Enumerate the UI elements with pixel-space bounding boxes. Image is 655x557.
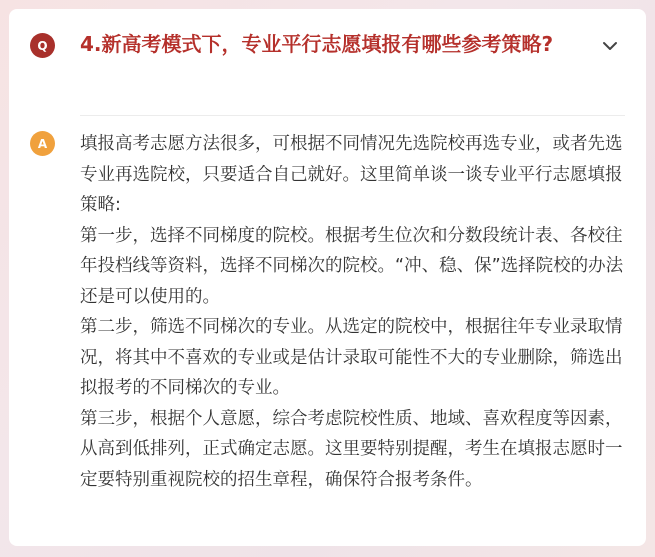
answer-badge: A <box>30 131 55 156</box>
divider <box>80 115 625 116</box>
chevron-down-icon[interactable] <box>599 35 621 57</box>
faq-card <box>9 9 646 546</box>
question-header[interactable] <box>9 9 646 109</box>
question-title[interactable]: 4.新高考模式下，专业平行志愿填报有哪些参考策略? <box>80 32 554 56</box>
question-badge: Q <box>30 33 55 58</box>
answer-paragraph-intro: 填报高考志愿方法很多，可根据不同情况先选院校再选专业，或者先选专业再选院校，只要适合自己就好。这里简单谈一谈专业平行志愿填报策略: <box>80 134 623 215</box>
answer-paragraph-step-2: 第二步，筛选不同梯次的专业。从选定的院校中，根据往年专业录取情况，将其中不喜欢的专业或是估计录取可能性不大的专业删除，筛选出拟报考的不同梯次的专业。 <box>80 317 623 398</box>
answer-body <box>80 129 633 495</box>
answer-paragraph-step-3: 第三步，根据个人意愿，综合考虑院校性质、地域、喜欢程度等因素，从高到低排列，正式确定志愿。这里要特别提醒，考生在填报志愿时一定要特别重视院校的招生章程，确保符合报考条件。 <box>80 408 623 490</box>
answer-paragraph-step-1: 第一步，选择不同梯度的院校。根据考生位次和分数段统计表、各校往年投档线等资料，选择不同梯次的院校。“冲、稳、保”选择院校的办法还是可以使用的。 <box>80 225 624 307</box>
